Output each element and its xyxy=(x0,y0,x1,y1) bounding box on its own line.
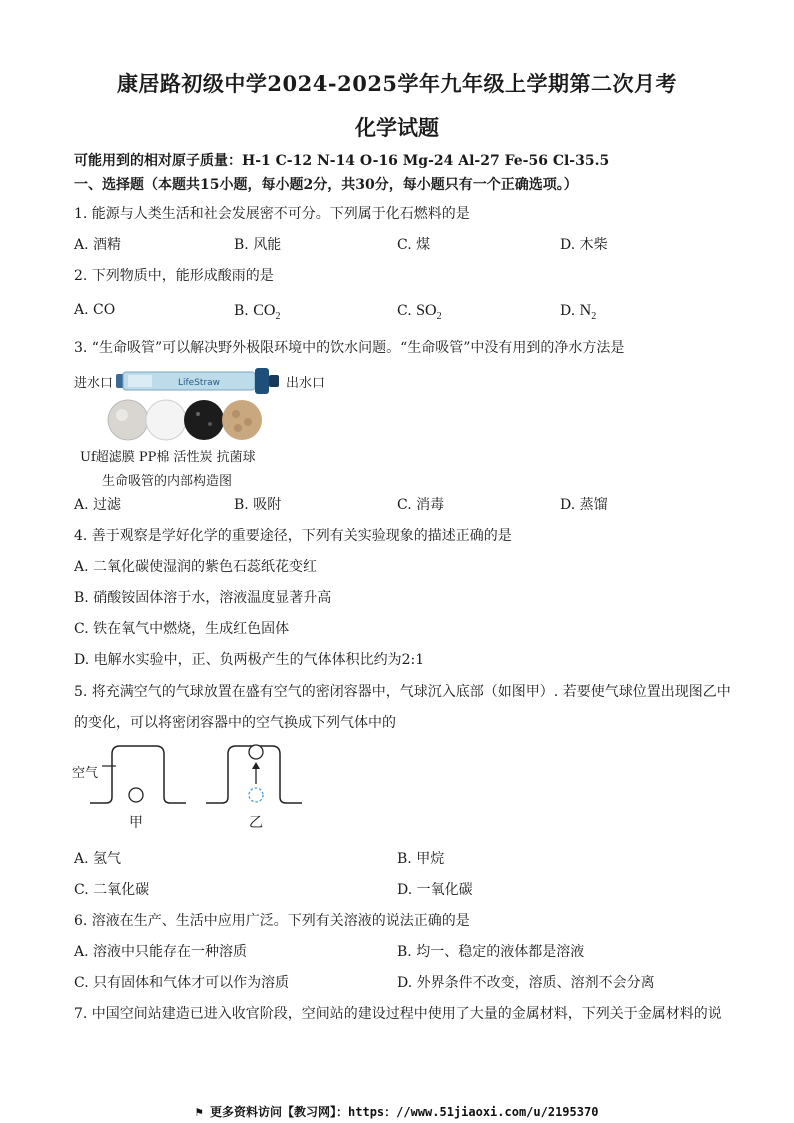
question-3-stem: 3. “生命吸管”可以解决野外极限环境中的饮水问题。“生命吸管”中没有用到的净水方法是 xyxy=(74,340,625,356)
figure-yi-label: 乙 xyxy=(249,815,263,831)
q3-option-b: B. 吸附 xyxy=(234,497,282,513)
air-label: 空气 xyxy=(72,766,99,781)
question-1-stem: 1. 能源与人类生活和社会发展密不可分。下列属于化石燃料的是 xyxy=(74,206,470,222)
straw-brand-text: LifeStraw xyxy=(178,378,221,388)
lifestraw-figure xyxy=(116,366,286,396)
question-5-stem: 5. 将充满空气的气球放置在盛有空气的密闭容器中，气球沉入底部（如图甲）. 若要使气球位置出现图乙中 xyxy=(74,684,731,700)
figure-jia-label: 甲 xyxy=(129,815,143,831)
q1-option-c: C. 煤 xyxy=(397,237,431,253)
q2-option-d xyxy=(560,302,596,322)
filter-layers-label: Uf超滤膜 PP棉 活性炭 抗菌球 xyxy=(80,450,256,465)
formula-co2: $CO_2$ xyxy=(253,302,281,323)
section-heading: 一、选择题（本题共15小题，每小题2分，共30分，每小题只有一个正确选项。） xyxy=(74,177,578,193)
q2-option-b xyxy=(234,302,280,322)
q2-option-d-label: D. xyxy=(560,303,576,319)
q5-option-c: C. 二氧化碳 xyxy=(74,882,150,898)
q3-option-a: A. 过滤 xyxy=(74,497,122,513)
question-7-stem: 7. 中国空间站建造已进入收官阶段，空间站的建设过程中使用了大量的金属材料，下列关于金属材料的说 xyxy=(74,1006,722,1022)
exam-title: 康居路初级中学2024-2025学年九年级上学期第二次月考 xyxy=(116,71,678,96)
q4-option-d: D. 电解水实验中，正、负两极产生的气体体积比约为2:1 xyxy=(74,652,425,668)
q2-option-c-label: C. xyxy=(397,303,412,319)
q1-option-b: B. 风能 xyxy=(234,237,282,253)
balloon-container-figure xyxy=(88,740,308,810)
q2-option-b-label: B. xyxy=(234,303,249,319)
atomic-masses: 可能用到的相对原子质量：H-1 C-12 N-14 O-16 Mg-24 Al-27 Fe-56 Cl-35.5 xyxy=(74,153,610,169)
filter-layers-figure xyxy=(106,398,266,444)
q2-option-a: A. CO xyxy=(74,302,116,318)
q4-option-b: B. 硝酸铵固体溶于水，溶液温度显著升高 xyxy=(74,590,332,606)
q3-option-d: D. 蒸馏 xyxy=(560,497,608,513)
formula-n2: $N_2$ xyxy=(579,302,597,323)
q3-option-c: C. 消毒 xyxy=(397,497,445,513)
exam-subtitle: 化学试题 xyxy=(355,115,439,140)
straw-outlet-label: 出水口 xyxy=(286,376,326,391)
straw-inlet-label: 进水口 xyxy=(74,376,114,391)
q1-option-a: A. 酒精 xyxy=(74,237,122,253)
q1-option-d: D. 木柴 xyxy=(560,237,608,253)
q5-option-d: D. 一氧化碳 xyxy=(397,882,473,898)
question-6-stem: 6. 溶液在生产、生活中应用广泛。下列有关溶液的说法正确的是 xyxy=(74,913,470,929)
question-4-stem: 4. 善于观察是学好化学的重要途径，下列有关实验现象的描述正确的是 xyxy=(74,528,512,544)
footer-link[interactable] xyxy=(0,1103,794,1120)
q4-option-c: C. 铁在氧气中燃烧，生成红色固体 xyxy=(74,621,290,637)
formula-so2: $SO_2$ xyxy=(416,302,442,323)
q2-option-c xyxy=(397,302,442,322)
question-2-stem: 2. 下列物质中，能形成酸雨的是 xyxy=(74,268,274,284)
q5-option-b: B. 甲烷 xyxy=(397,851,445,867)
flag-icon: ⚑ xyxy=(195,1105,211,1119)
footer-text: 更多资料访问【教习网】：https：//www.51jiaoxi.com/u/2195370 xyxy=(210,1105,599,1119)
q4-option-a: A. 二氧化碳使湿润的紫色石蕊纸花变红 xyxy=(74,559,318,575)
q6-option-d: D. 外界条件不改变，溶质、溶剂不会分离 xyxy=(397,975,655,991)
q6-option-c: C. 只有固体和气体才可以作为溶质 xyxy=(74,975,290,991)
q6-option-a: A. 溶液中只能存在一种溶质 xyxy=(74,944,248,960)
question-5-stem-continued: 的变化，可以将密闭容器中的空气换成下列气体中的 xyxy=(74,715,396,731)
straw-caption: 生命吸管的内部构造图 xyxy=(102,474,233,489)
q5-option-a: A. 氢气 xyxy=(74,851,122,867)
q6-option-b: B. 均一、稳定的液体都是溶液 xyxy=(397,944,585,960)
